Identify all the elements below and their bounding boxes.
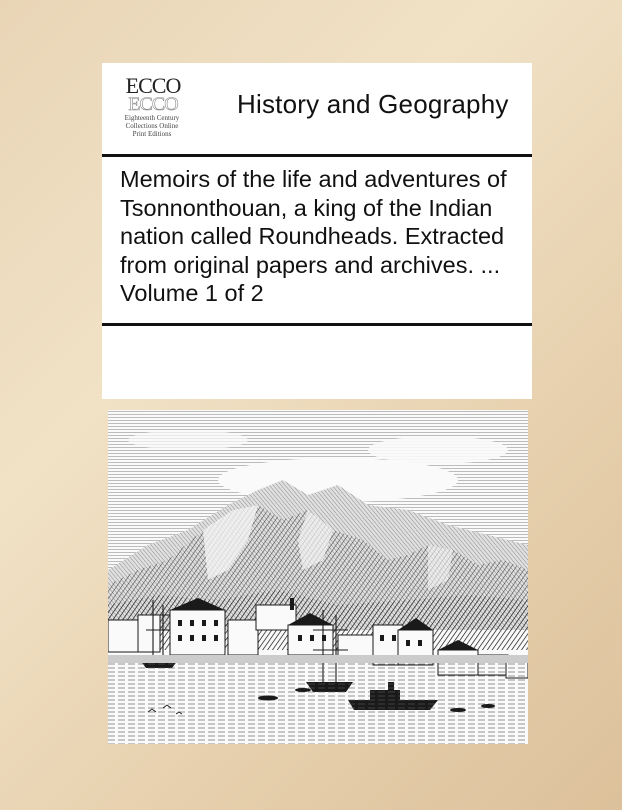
- book-title: Memoirs of the life and adventures of Tsonnonthouan, a king of the Indian nation called Roundheads. Extracted from original papers and archives. ... Volume 1 of 2: [120, 166, 507, 306]
- subject-category: History and Geography: [237, 89, 509, 119]
- cover-title-panel: [102, 63, 532, 399]
- ecco-logo-caption: [110, 114, 194, 138]
- bottom-divider: [102, 323, 532, 326]
- harbor-engraving: [108, 410, 528, 744]
- ecco-logo: [110, 71, 194, 151]
- ecco-logo-line-1: Eighteenth Century: [124, 114, 180, 122]
- top-divider: [102, 154, 532, 157]
- ecco-logo-line-3: Print Editions: [132, 130, 172, 138]
- ecco-logo-icon: [118, 71, 188, 113]
- ecco-logo-line-2: Collections Online: [125, 122, 179, 130]
- harbor-engraving-icon: [108, 410, 528, 744]
- ecco-logo-letters: ECCO: [125, 73, 181, 98]
- svg-text:ECCO: ECCO: [128, 94, 178, 113]
